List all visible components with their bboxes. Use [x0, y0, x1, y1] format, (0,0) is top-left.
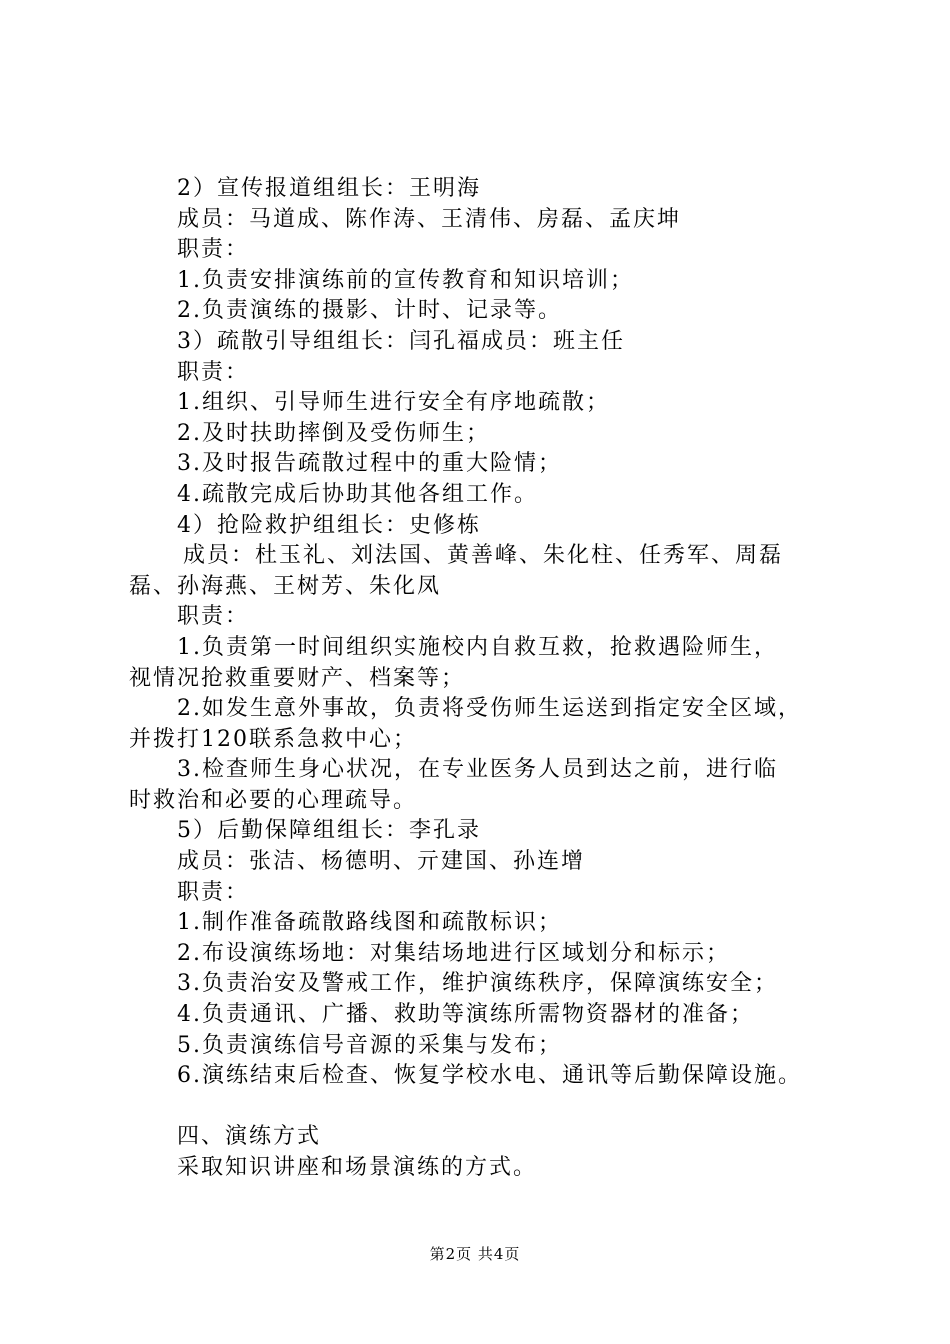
- text-line: 职责：: [177, 604, 250, 630]
- text-line: 2.负责演练的摄影、计时、记录等。: [177, 298, 562, 324]
- text-line: 5.负责演练信号音源的采集与发布；: [177, 1032, 562, 1058]
- text-line: 2.如发生意外事故，负责将受伤师生运送到指定安全区域，: [177, 696, 802, 722]
- text-line: 职责：: [177, 237, 250, 263]
- text-line: 职责：: [177, 879, 250, 905]
- page-footer: 第2页 共4页: [429, 1245, 521, 1263]
- blank-line: [129, 1092, 849, 1123]
- text-line: 时救治和必要的心理疏导。: [129, 787, 418, 813]
- text-line: 4.疏散完成后协助其他各组工作。: [177, 481, 538, 507]
- text-line: 成员：马道成、陈作涛、王清伟、房磊、孟庆坤: [177, 206, 682, 232]
- text-line: 2）宣传报道组组长：王明海: [177, 176, 481, 201]
- text-line: 磊、孙海燕、王树芳、朱化凤: [129, 573, 442, 599]
- text-line: 并拨打120联系急救中心；: [129, 726, 417, 752]
- document-body: [129, 174, 849, 1184]
- text-line: 1.组织、引导师生进行安全有序地疏散；: [177, 390, 610, 416]
- text-line: 成员：张洁、杨德明、亓建国、孙连增: [177, 849, 586, 875]
- text-line: 3.及时报告疏散过程中的重大险情；: [177, 451, 562, 477]
- text-line: 2.及时扶助摔倒及受伤师生；: [177, 420, 490, 446]
- text-line: 6.演练结束后检查、恢复学校水电、通讯等后勤保障设施。: [177, 1063, 802, 1089]
- text-line: 3.检查师生身心状况，在专业医务人员到达之前，进行临: [177, 757, 778, 783]
- text-line: 2.布设演练场地：对集结场地进行区域划分和标示；: [177, 940, 730, 966]
- text-line: 1.负责安排演练前的宣传教育和知识培训；: [177, 267, 634, 293]
- text-line: 3）疏散引导组组长：闫孔福成员：班主任: [177, 328, 625, 354]
- text-line: 采取知识讲座和场景演练的方式。: [177, 1155, 538, 1180]
- text-line: 1.负责第一时间组织实施校内自救互救，抢救遇险师生，: [177, 634, 778, 660]
- text-line: 职责：: [177, 359, 250, 385]
- text-line: 4）抢险救护组组长：史修栋: [177, 512, 481, 538]
- text-line: 3.负责治安及警戒工作，维护演练秩序，保障演练安全；: [177, 971, 778, 997]
- text-line: 4.负责通讯、广播、救助等演练所需物资器材的准备；: [177, 1002, 754, 1028]
- text-line: 5）后勤保障组组长：李孔录: [177, 818, 481, 844]
- text-line: 1.制作准备疏散路线图和疏散标识；: [177, 910, 562, 936]
- section-heading: 四、演练方式: [177, 1124, 322, 1150]
- text-line: 视情况抢救重要财产、档案等；: [129, 665, 466, 691]
- text-line: 成员：杜玉礼、刘法国、黄善峰、朱化柱、任秀军、周磊: [183, 543, 784, 569]
